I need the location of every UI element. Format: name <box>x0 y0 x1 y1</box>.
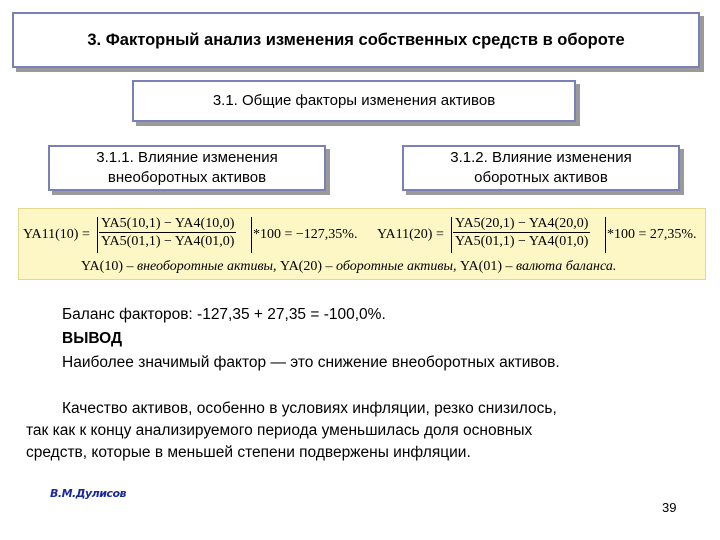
author-signature: В.М.Дулисов <box>50 487 126 500</box>
noncurrent-assets-line2: внеоборотных активов <box>107 169 267 186</box>
formula1-numerator: YA5(10,1) − YA4(10,0) <box>101 216 235 231</box>
formula1-abs-right <box>251 217 252 253</box>
formula1-denominator: YA5(01,1) − YA4(01,0) <box>101 234 235 249</box>
formula1-abs-left <box>97 217 98 253</box>
noncurrent-assets-line1: 3.1.1. Влияние изменения <box>96 149 278 166</box>
formula-panel <box>18 208 706 280</box>
legend-c: YA(01) <box>459 259 502 274</box>
slide-title: 3. Факторный анализ изменения собственных средств в обороте <box>87 31 625 49</box>
formula1-fraction <box>99 215 236 250</box>
formula2-abs-right <box>605 217 606 253</box>
formula1-lhs: YA11(10) = <box>23 227 90 242</box>
formula2-lhs: YA11(20) = <box>377 227 444 242</box>
page-number: 39 <box>662 500 677 515</box>
subtitle: 3.1. Общие факторы изменения активов <box>212 92 496 109</box>
factor-balance: Баланс факторов: -127,35 + 27,35 = -100,0%. <box>62 306 386 323</box>
formula2-abs-left <box>451 217 452 253</box>
assets-quality-paragraph <box>26 398 700 464</box>
noncurrent-assets-box <box>48 145 326 191</box>
paragraph-line3: средств, которые в меньшей степени подвержены инфляции. <box>26 444 471 461</box>
formula2-numerator: YA5(20,1) − YA4(20,0) <box>455 216 589 231</box>
formula2-denominator: YA5(01,1) − YA4(01,0) <box>455 234 589 249</box>
conclusion-text: Наиболее значимый фактор — это снижение внеоборотных активов. <box>62 354 560 371</box>
formula2-fraction <box>453 215 590 250</box>
conclusion-heading: ВЫВОД <box>62 330 123 347</box>
current-assets-line2: оборотных активов <box>474 169 608 186</box>
legend-b: YA(20) <box>280 259 323 274</box>
legend-c-desc: – валюта баланса. <box>501 259 617 274</box>
paragraph-line2: так как к концу анализируемого периода уменьшилась доля основных <box>26 422 533 439</box>
current-assets-box <box>402 145 680 191</box>
paragraph-line1: Качество активов, особенно в условиях инфляции, резко снизилось, <box>62 400 557 417</box>
formula2-rhs: *100 = 27,35%. <box>607 227 697 242</box>
formula1-rhs: *100 = −127,35%. <box>253 227 358 242</box>
subtitle-box <box>132 80 576 122</box>
formula-legend <box>81 259 616 275</box>
legend-a-desc: – внеоборотные активы, <box>123 259 281 274</box>
slide-title-box <box>12 12 700 68</box>
legend-a: YA(10) <box>81 259 123 274</box>
current-assets-line1: 3.1.2. Влияние изменения <box>450 149 632 166</box>
legend-b-desc: – оборотные активы, <box>322 259 460 274</box>
